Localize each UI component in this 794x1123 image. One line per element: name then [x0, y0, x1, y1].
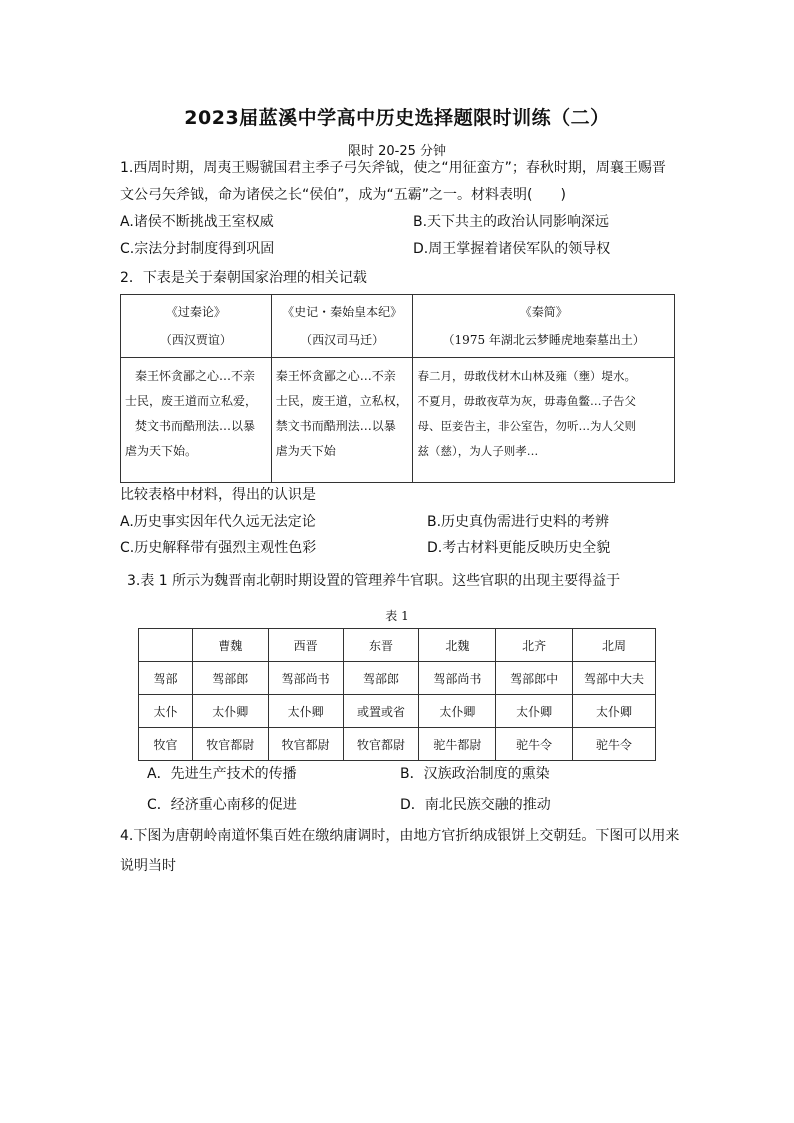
- table-header-row: [139, 629, 656, 662]
- table-cell: 秦王怀贪鄙之心…不亲 士民，废王道，立私权， 禁文书而酷刑法…以暴 虐为天下始: [271, 358, 413, 483]
- table-row: [139, 662, 656, 695]
- table-row: [121, 358, 675, 483]
- table-header-cell: 北齐: [496, 629, 573, 662]
- table-header-cell: 北周: [573, 629, 656, 662]
- table-cell: 牧官都尉: [192, 728, 268, 761]
- q3-option-d: D．南北民族交融的推动: [400, 797, 551, 813]
- q2-option-d: D.考古材料更能反映历史全貌: [427, 540, 611, 556]
- table-header-cell: [139, 629, 193, 662]
- q1-stem-line1: 1.西周时期，周夷王赐虢国君主季子弓矢斧钺，使之“用征蛮方”；春秋时期，周襄王赐晋: [120, 160, 666, 176]
- q3-option-a: A．先进生产技术的传播: [147, 766, 297, 782]
- q4-stem-line2: 说明当时: [120, 858, 176, 874]
- table-cell: 牧官都尉: [343, 728, 419, 761]
- table-header-cell: 东晋: [343, 629, 419, 662]
- q2-option-a: A.历史事实因年代久远无法定论: [120, 514, 316, 530]
- q1-option-b: B.天下共主的政治认同影响深远: [413, 214, 610, 230]
- q1-option-c: C.宗法分封制度得到巩固: [120, 241, 275, 257]
- table-cell: 驾部郎: [343, 662, 419, 695]
- q3-option-c: C．经济重心南移的促进: [147, 797, 297, 813]
- table-row: [139, 728, 656, 761]
- q2-prompt: 比较表格中材料，得出的认识是: [120, 487, 316, 503]
- table-cell: 驾部中大夫: [573, 662, 656, 695]
- q2-option-c: C.历史解释带有强烈主观性色彩: [120, 540, 317, 556]
- q1-option-a: A.诸侯不断挑战王室权威: [120, 214, 274, 230]
- q2-option-b: B.历史真伪需进行史料的考辨: [427, 514, 610, 530]
- table-caption: 表 1: [385, 609, 409, 623]
- table-header-cell: 曹魏: [192, 629, 268, 662]
- qin-sources-table: [120, 294, 675, 483]
- table-cell: 驾部郎中: [496, 662, 573, 695]
- table-cell: 太仆卿: [268, 695, 343, 728]
- q4-stem-line1: 4.下图为唐朝岭南道怀集百姓在缴纳庸调时，由地方官折纳成银饼上交朝廷。下图可以用来: [120, 828, 680, 844]
- table-cell: 或置或省: [343, 695, 419, 728]
- table-cell: 牧官都尉: [268, 728, 343, 761]
- q3-option-b: B．汉族政治制度的熏染: [400, 766, 550, 782]
- table-header-cell: 《史记・秦始皇本纪》 （西汉司马迁）: [271, 295, 413, 358]
- table-cell: 太仆卿: [496, 695, 573, 728]
- q1-option-d: D.周王掌握着诸侯军队的领导权: [413, 241, 611, 257]
- table-cell: 驾部尚书: [268, 662, 343, 695]
- q1-stem-line2: 文公弓矢斧钺，命为诸侯之长“侯伯”，成为“五霸”之一。材料表明( ): [120, 187, 566, 203]
- table-cell: 牧官: [139, 728, 193, 761]
- table-cell: 驼牛令: [496, 728, 573, 761]
- table-cell: 太仆卿: [573, 695, 656, 728]
- table-cell: 秦王怀贪鄙之心…不亲 士民，废王道而立私爱， 焚文书而酷刑法…以暴 虐为天下始。: [121, 358, 272, 483]
- q3-stem: 3.表 1 所示为魏晋南北朝时期设置的管理养牛官职。这些官职的出现主要得益于: [127, 573, 621, 589]
- table-cell: 春二月，毋敢伐材木山林及雍（壅）堤水。 不夏月，毋敢夜草为灰，毋毒鱼鳖…子告父 母、臣妾告主，非公室告，勿听…为人父则 兹（慈），为人子则孝…: [413, 358, 675, 483]
- table-header-cell: 北魏: [419, 629, 496, 662]
- official-posts-table: [138, 628, 656, 761]
- table-row: [139, 695, 656, 728]
- time-limit: 限时 20-25 分钟: [347, 144, 447, 159]
- q2-stem: 2．下表是关于秦朝国家治理的相关记载: [120, 270, 367, 286]
- table-cell: 驾部: [139, 662, 193, 695]
- table-cell: 太仆卿: [192, 695, 268, 728]
- table-header-cell: 西晋: [268, 629, 343, 662]
- table-cell: 太仆: [139, 695, 193, 728]
- table-cell: 驾部尚书: [419, 662, 496, 695]
- table-cell: 驼牛令: [573, 728, 656, 761]
- table-cell: 太仆卿: [419, 695, 496, 728]
- table-header-cell: 《秦简》 （1975 年湖北云梦睡虎地秦墓出土）: [413, 295, 675, 358]
- page-title: 2023届蓝溪中学高中历史选择题限时训练（二）: [184, 107, 610, 129]
- table-cell: 驾部郎: [192, 662, 268, 695]
- table-header-row: [121, 295, 675, 358]
- table-header-cell: 《过秦论》 （西汉贾谊）: [121, 295, 272, 358]
- table-cell: 驼牛都尉: [419, 728, 496, 761]
